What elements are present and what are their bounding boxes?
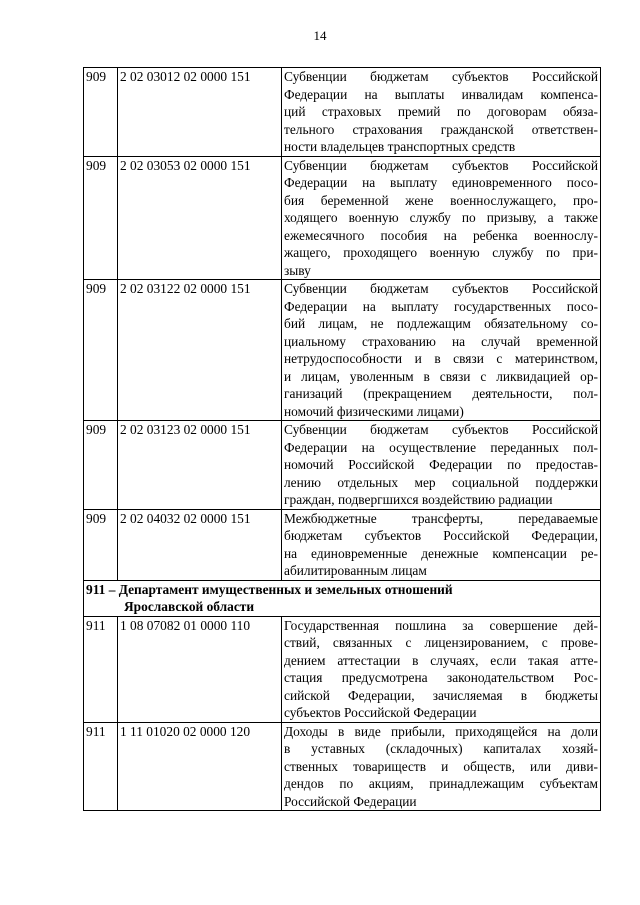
- description-line: Доходы в виде прибыли, приходящейся на доли: [284, 723, 598, 739]
- description-line: Субвенции бюджетам субъектов Российской: [284, 422, 598, 437]
- description-line: Субвенции бюджетам субъектов Российской: [284, 157, 598, 173]
- description-line: Государственная пошлина за совершение дей-: [284, 617, 598, 633]
- description-line: Федерации на выплату единовременного посо-: [284, 175, 598, 190]
- revenue-description-cell: [282, 280, 601, 421]
- department-heading-line2: Ярославской области: [124, 599, 255, 614]
- budget-classification-code-cell: 2 02 04032 02 0000 151: [118, 509, 282, 580]
- table-body-section-911: [84, 616, 601, 811]
- description-line: Федерации на осуществление переданных пол-: [284, 439, 598, 455]
- description-line: бий лицам, не подлежащим обязательному со-: [284, 316, 598, 331]
- budget-classification-code-cell: 1 08 07082 01 0000 110: [118, 616, 282, 722]
- description-line: ности владельцев транспортных средств: [284, 139, 516, 154]
- table-body-section-909: [84, 68, 601, 581]
- description-line: в уставных (складочных) капиталах хозяй-: [284, 741, 598, 756]
- description-line: Межбюджетные трансферты, передаваемые: [284, 510, 598, 526]
- table-row: [84, 421, 601, 510]
- revenue-description-cell: [282, 156, 601, 280]
- description-line: ежемесячного пособия на ребенка военнослу-: [284, 227, 598, 243]
- administrator-code-cell: 909: [84, 156, 118, 280]
- administrator-code-cell: 909: [84, 280, 118, 421]
- department-section: [84, 580, 601, 616]
- description-line: Субвенции бюджетам субъектов Российской: [284, 69, 598, 84]
- administrator-code-cell: 911: [84, 722, 118, 811]
- description-line: и лицам, уволенным в связи с ликвидацией ор-: [284, 368, 598, 384]
- administrator-code-cell: 909: [84, 509, 118, 580]
- description-line: на единовременные денежные компенсации ре-: [284, 545, 598, 561]
- description-line: зыву: [284, 262, 311, 278]
- description-line: Федерации на выплату государственных посо-: [284, 298, 598, 314]
- description-line: граждан, подвергшихся воздействию радиации: [284, 492, 553, 507]
- department-heading-line1: 911 – Департамент имущественных и земельных отношений: [86, 581, 453, 597]
- department-heading: [84, 580, 601, 616]
- table-row: [84, 616, 601, 722]
- administrator-code-cell: 911: [84, 616, 118, 722]
- description-line: ций страховых премий по договорам обяза-: [284, 104, 598, 119]
- table-row: [84, 509, 601, 580]
- table-row: [84, 280, 601, 421]
- description-line: Субвенции бюджетам субъектов Российской: [284, 281, 598, 296]
- description-line: ходящего военную службу по призыву, а также: [284, 210, 598, 225]
- description-line: тельного страхования гражданской ответствен-: [284, 121, 598, 137]
- table-row: [84, 68, 601, 157]
- description-line: номочий физическими лицами): [284, 403, 464, 419]
- description-line: ганизаций (прекращением деятельности, пол-: [284, 386, 598, 401]
- table-row: [84, 156, 601, 280]
- administrator-code-cell: 909: [84, 68, 118, 157]
- description-line: субъектов Российской Федерации: [284, 705, 477, 720]
- description-line: лению отдельных мер социальной поддержки: [284, 474, 598, 490]
- description-line: бюджетам субъектов Российской Федерации,: [284, 528, 598, 543]
- budget-classification-code-cell: 1 11 01020 02 0000 120: [118, 722, 282, 811]
- administrator-code-cell: 909: [84, 421, 118, 510]
- description-line: абилитированным лицам: [284, 563, 427, 578]
- description-line: циальному страхованию на случай временной: [284, 333, 598, 349]
- revenue-description-cell: [282, 509, 601, 580]
- revenue-description-cell: [282, 68, 601, 157]
- budget-classification-code-cell: 2 02 03123 02 0000 151: [118, 421, 282, 510]
- budget-classification-code-cell: 2 02 03053 02 0000 151: [118, 156, 282, 280]
- description-line: стация предусмотрена законодательством Рос-: [284, 670, 598, 685]
- page-number: 14: [313, 28, 327, 43]
- description-line: жащего, проходящего военную службу по при-: [284, 245, 598, 260]
- description-line: номочий Российской Федерации по предостав-: [284, 457, 598, 472]
- description-line: ственных товариществ и обществ, или диви-: [284, 758, 598, 774]
- revenue-classification-table: [83, 67, 601, 811]
- description-line: нетрудоспособности и в связи с материнством,: [284, 351, 598, 366]
- table-row: [84, 722, 601, 811]
- description-line: ствий, связанных с лицензированием, с прове-: [284, 635, 598, 650]
- revenue-description-cell: [282, 616, 601, 722]
- description-line: дендов по акциям, принадлежащим субъектам: [284, 776, 598, 791]
- revenue-description-cell: [282, 722, 601, 811]
- description-line: дением аттестации в случаях, если такая атте-: [284, 652, 598, 668]
- budget-classification-code-cell: 2 02 03012 02 0000 151: [118, 68, 282, 157]
- description-line: бия беременной жене военнослужащего, про-: [284, 192, 598, 208]
- description-line: Федерации на выплаты инвалидам компенса-: [284, 86, 598, 102]
- description-line: Российской Федерации: [284, 793, 417, 809]
- department-row: [84, 580, 601, 616]
- revenue-description-cell: [282, 421, 601, 510]
- description-line: сийской Федерации, зачисляемая в бюджеты: [284, 687, 598, 703]
- budget-classification-code-cell: 2 02 03122 02 0000 151: [118, 280, 282, 421]
